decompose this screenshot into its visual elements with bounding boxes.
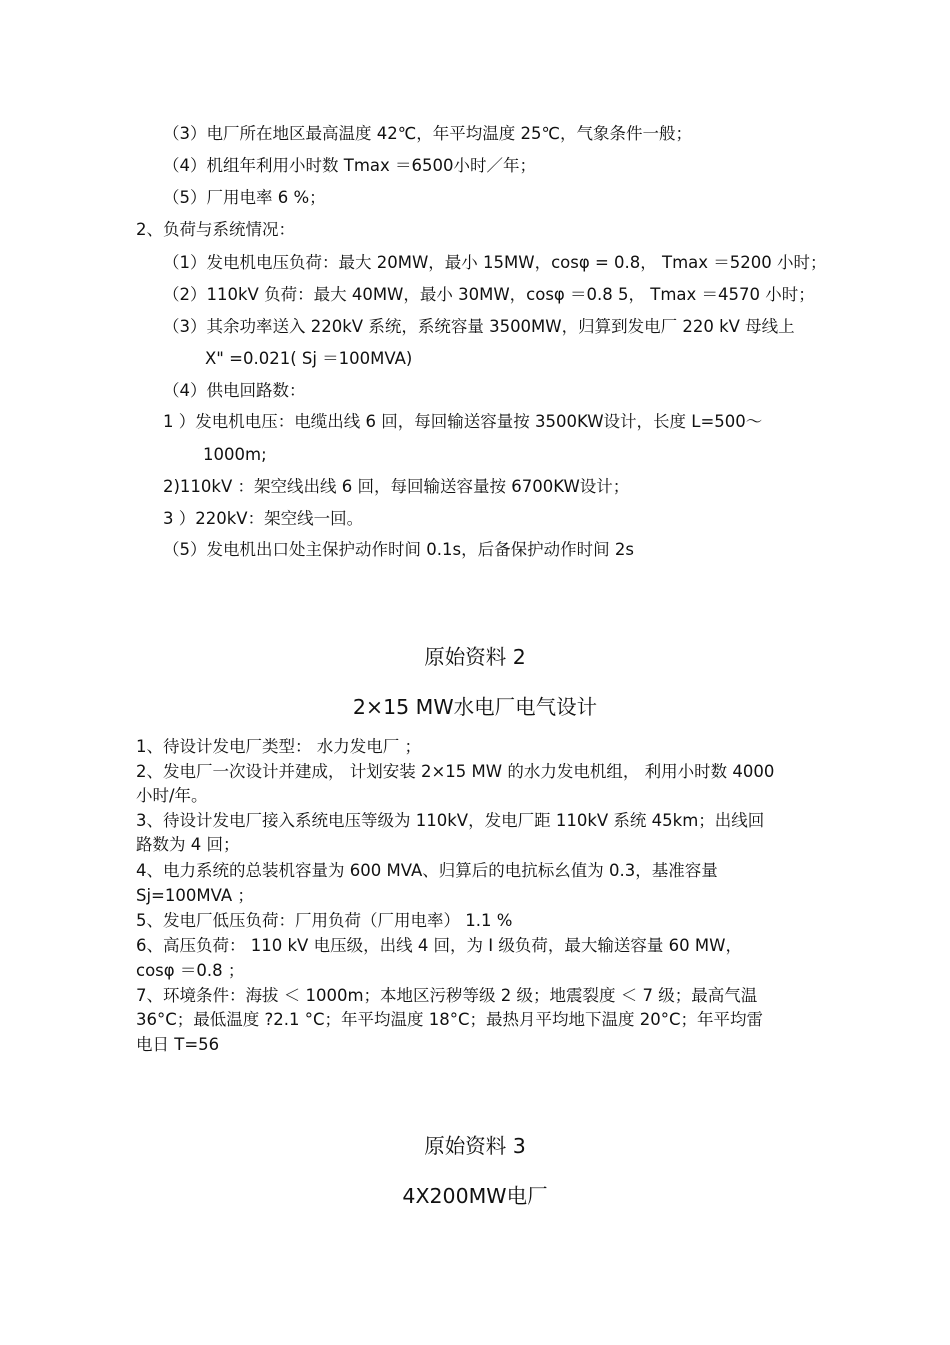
text-line: 36°C；最低温度 ?2.1 °C；年平均温度 18°C；最热月平均地下温度 20°C；年平均雷 — [136, 1010, 764, 1029]
section-title: 4X200MW电厂 — [402, 1184, 548, 1208]
text-line: （5）发电机出口处主保护动作时间 0.1s，后备保护动作时间 2s — [163, 540, 634, 559]
text-line: Sj=100MVA ； — [136, 886, 254, 905]
text-line: 电日 T=56 — [136, 1035, 220, 1054]
text-line: （4）供电回路数： — [163, 381, 306, 400]
text-line: 3 ）220kV：架空线一回。 — [163, 509, 364, 528]
section-heading: 原始资料 3 — [424, 1134, 526, 1158]
text-line: 1000m; — [203, 445, 267, 464]
text-line: 路数为 4 回； — [136, 835, 240, 854]
section-heading: 原始资料 2 — [424, 645, 526, 669]
text-line: （5）厂用电率 6 %； — [163, 188, 326, 207]
text-line: 2)110kV ：架空线出线 6 回，每回输送容量按 6700KW设计； — [163, 477, 630, 496]
text-line: 7、环境条件：海拔 ＜ 1000m；本地区污秽等级 2 级；地震裂度 ＜ 7 级；最高气温 — [136, 986, 758, 1005]
text-line: （4）机组年利用小时数 Tmax ＝6500小时／年； — [163, 156, 537, 175]
text-line: X" =0.021( Sj ＝100MVA) — [205, 349, 413, 368]
text-line: cosφ ＝0.8 ； — [136, 961, 245, 980]
text-line: 1 ）发电机电压：电缆出线 6 回，每回输送容量按 3500KW设计，长度 L=500～ — [163, 412, 763, 431]
text-line: 4、电力系统的总装机容量为 600 MVA、归算后的电抗标幺值为 0.3，基准容量 — [136, 861, 718, 880]
text-line: 2、负荷与系统情况： — [136, 220, 295, 239]
text-line: 3、待设计发电厂接入系统电压等级为 110kV，发电厂距 110kV 系统 45km；出线回 — [136, 811, 765, 830]
text-line: （1）发电机电压负荷：最大 20MW，最小 15MW，cosφ = 0.8， Tmax ＝5200 小时； — [163, 253, 827, 272]
text-line: （3）电厂所在地区最高温度 42℃，年平均温度 25℃，气象条件一般； — [163, 124, 693, 143]
text-line: 5、发电厂低压负荷：厂用负荷（厂用电率） 1.1 % — [136, 911, 513, 930]
text-line: 1、待设计发电厂类型： 水力发电厂 ； — [136, 737, 421, 756]
text-line: 6、高压负荷： 110 kV 电压级，出线 4 回，为 I 级负荷，最大输送容量 60 MW， — [136, 936, 742, 955]
text-line: 小时/年。 — [136, 786, 208, 805]
text-line: （2）110kV 负荷：最大 40MW，最小 30MW，cosφ ＝0.8 5， Tmax ＝4570 小时； — [163, 285, 815, 304]
text-line: 2、发电厂一次设计并建成， 计划安装 2×15 MW 的水力发电机组， 利用小时数 4000 — [136, 762, 775, 781]
text-line: （3）其余功率送入 220kV 系统，系统容量 3500MW，归算到发电厂 220 kV 母线上 — [163, 317, 795, 336]
section-title: 2×15 MW水电厂电气设计 — [352, 695, 598, 719]
